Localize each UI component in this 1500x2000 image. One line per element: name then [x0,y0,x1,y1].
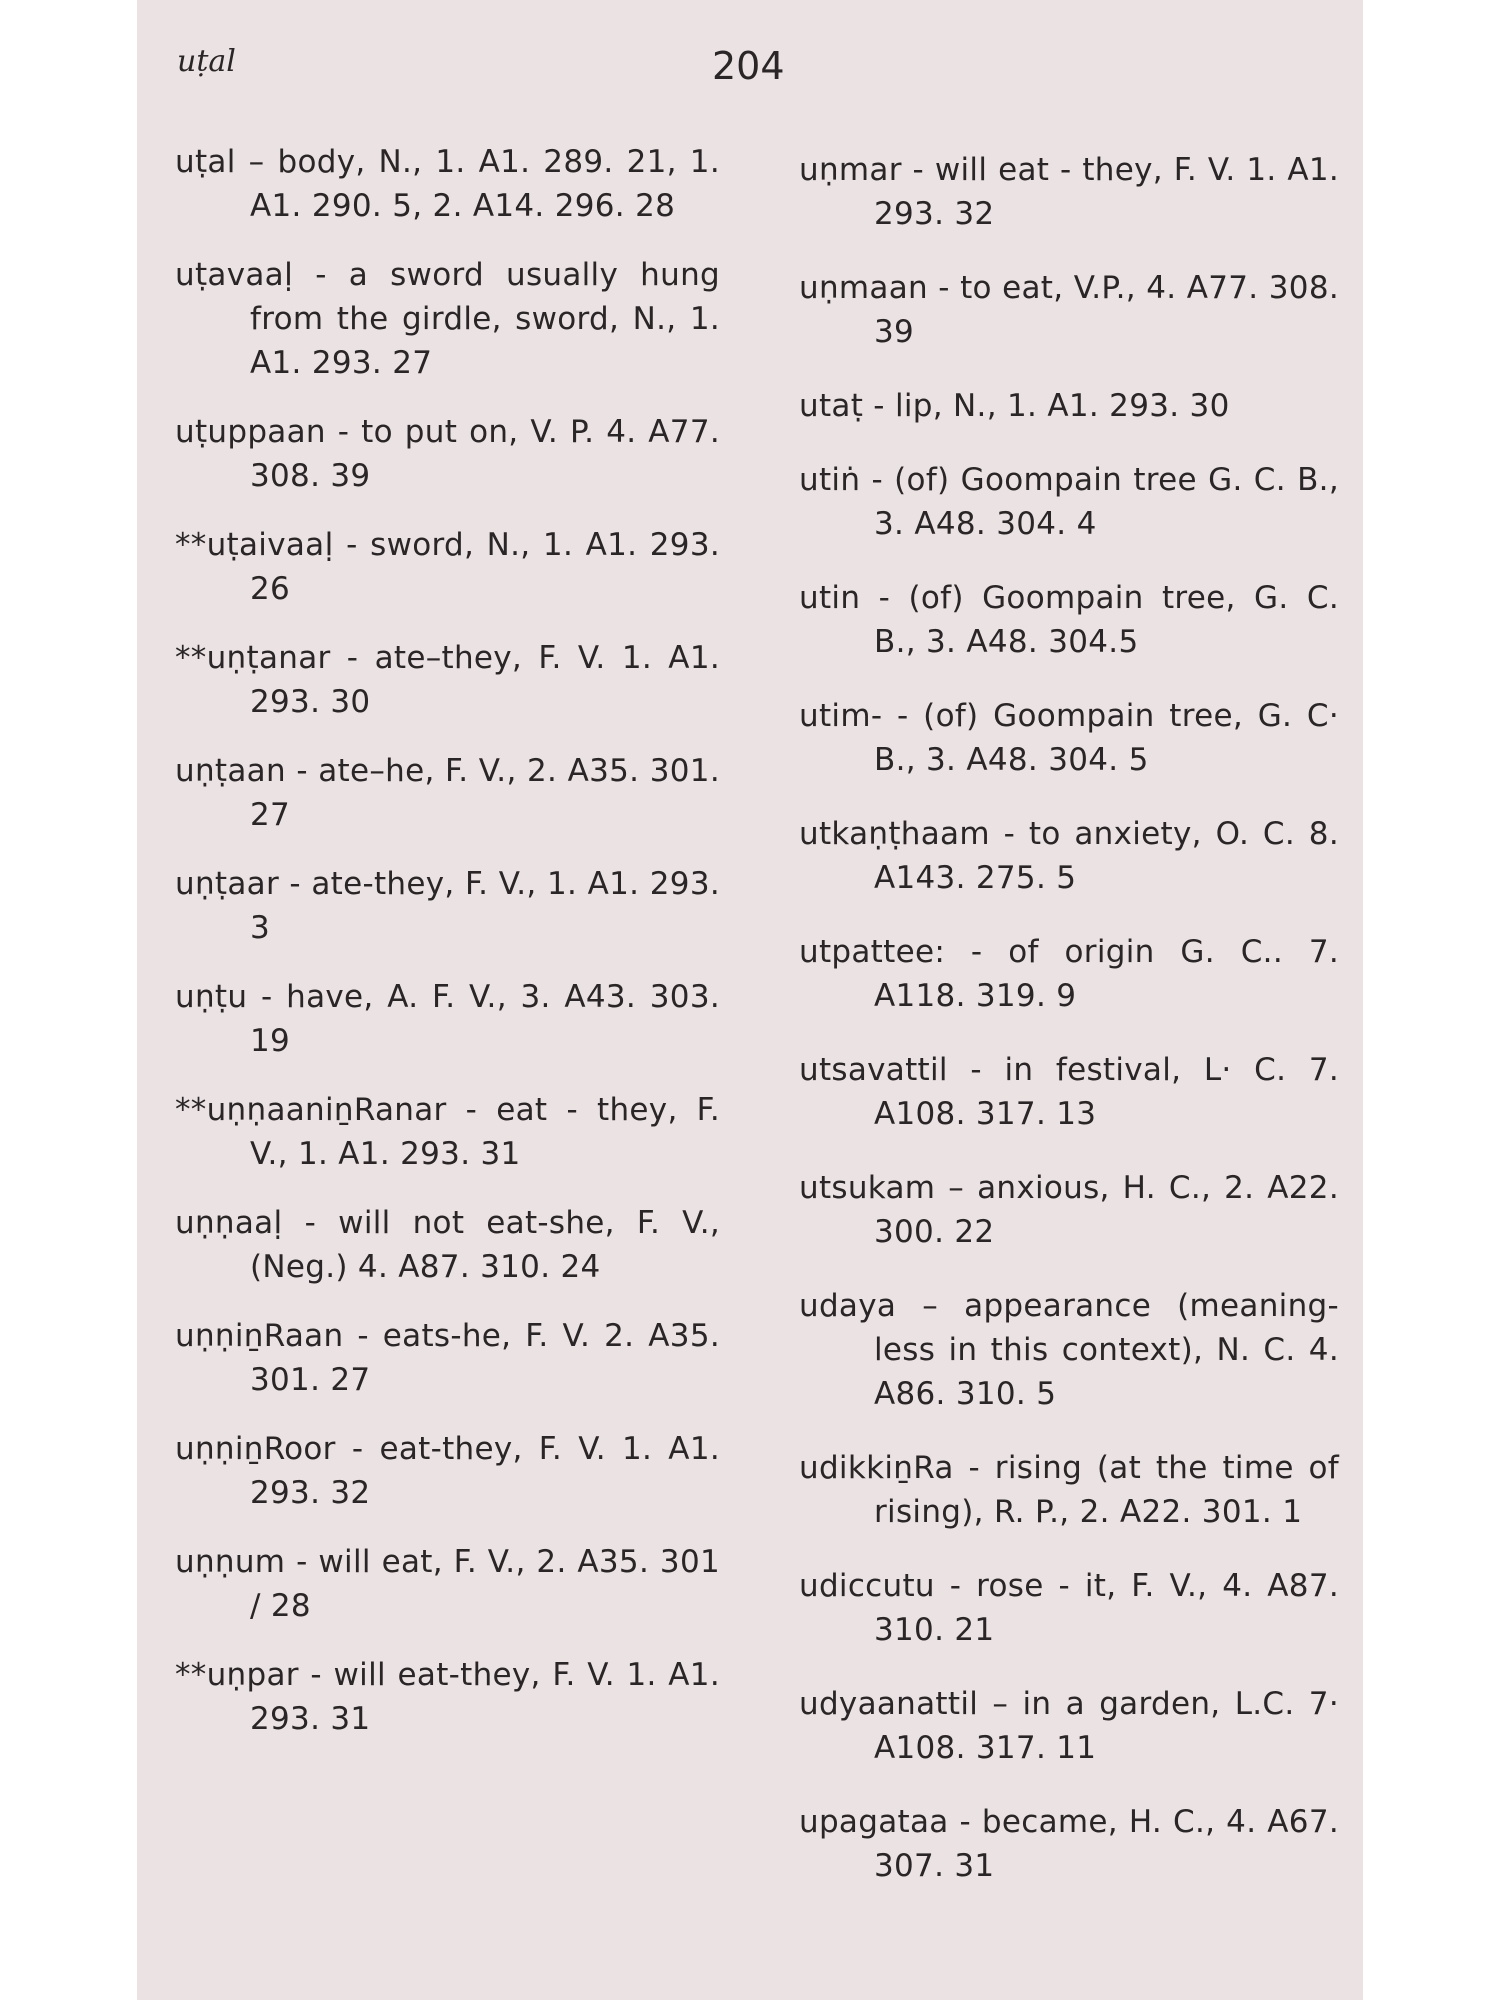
dictionary-entry: udiccutu - rose - it, F. V., 4. A87. 310. 21 [799,1568,1339,1648]
dictionary-entry: **uṇṭanar - ate–they, F. V. 1. A1. 293. 30 [175,640,720,720]
dictionary-entry: udaya – appearance (meaning-less in this context), N. C. 4. A86. 310. 5 [799,1288,1339,1412]
dictionary-entry: uṭavaaḷ - a sword usually hung from the girdle, sword, N., 1. A1. 293. 27 [175,257,720,381]
dictionary-entry: utkaṇṭhaam - to anxiety, O. C. 8. A143. 275. 5 [799,816,1339,896]
dictionary-entry: udyaanattil – in a garden, L.C. 7· A108. 317. 11 [799,1686,1339,1766]
dictionary-entry: uṭuppaan - to put on, V. P. 4. A77. 308. 39 [175,414,720,494]
dictionary-entry: uṇṭaar - ate-they, F. V., 1. A1. 293. 3 [175,866,720,946]
dictionary-entry: utim- - (of) Goompain tree, G. C· B., 3. A48. 304. 5 [799,698,1339,778]
dictionary-entry: utaṭ - lip, N., 1. A1. 293. 30 [799,388,1230,424]
dictionary-entry: **uṇṇaaniṉRanar - eat - they, F. V., 1. A1. 293. 31 [175,1092,720,1172]
dictionary-entry: upagataa - became, H. C., 4. A67. 307. 31 [799,1804,1339,1884]
dictionary-entry: **uṭaivaaḷ - sword, N., 1. A1. 293. 26 [175,527,720,607]
dictionary-entry: uṇṭaan - ate–he, F. V., 2. A35. 301. 27 [175,753,720,833]
dictionary-entry: utin - (of) Goompain tree, G. C. B., 3. A48. 304.5 [799,580,1339,660]
running-head: uṭal [177,44,236,79]
dictionary-entry: uṇṭu - have, A. F. V., 3. A43. 303. 19 [175,979,720,1059]
dictionary-entry: utsavattil - in festival, L· C. 7. A108. 317. 13 [799,1052,1339,1132]
dictionary-entry: udikkiṉRa - rising (at the time of rising), R. P., 2. A22. 301. 1 [799,1450,1339,1530]
dictionary-entry: uṭal – body, N., 1. A1. 289. 21, 1. A1. 290. 5, 2. A14. 296. 28 [175,144,720,224]
dictionary-entry: uṇmaan - to eat, V.P., 4. A77. 308. 39 [799,270,1339,350]
dictionary-entry: utsukam – anxious, H. C., 2. A22. 300. 22 [799,1170,1339,1250]
dictionary-entry: uṇṇiṉRoor - eat-they, F. V. 1. A1. 293. 32 [175,1431,720,1511]
dictionary-page [137,0,1363,2000]
right-column [799,148,1339,1918]
dictionary-entry: uṇṇiṉRaan - eats-he, F. V. 2. A35. 301. 27 [175,1318,720,1398]
dictionary-entry: uṇṇum - will eat, F. V., 2. A35. 301 / 28 [175,1544,720,1624]
dictionary-entry: **uṇpar - will eat-they, F. V. 1. A1. 293. 31 [175,1657,720,1737]
dictionary-entry: uṇmar - will eat - they, F. V. 1. A1. 293. 32 [799,152,1339,232]
dictionary-entry: utiṅ - (of) Goompain tree G. C. B., 3. A48. 304. 4 [799,462,1339,542]
left-column [175,140,720,1766]
dictionary-entry: utpattee: - of origin G. C.. 7. A118. 319. 9 [799,934,1339,1014]
page-number: 204 [712,44,785,88]
dictionary-entry: uṇṇaaḷ - will not eat-she, F. V., (Neg.) 4. A87. 310. 24 [175,1205,720,1285]
